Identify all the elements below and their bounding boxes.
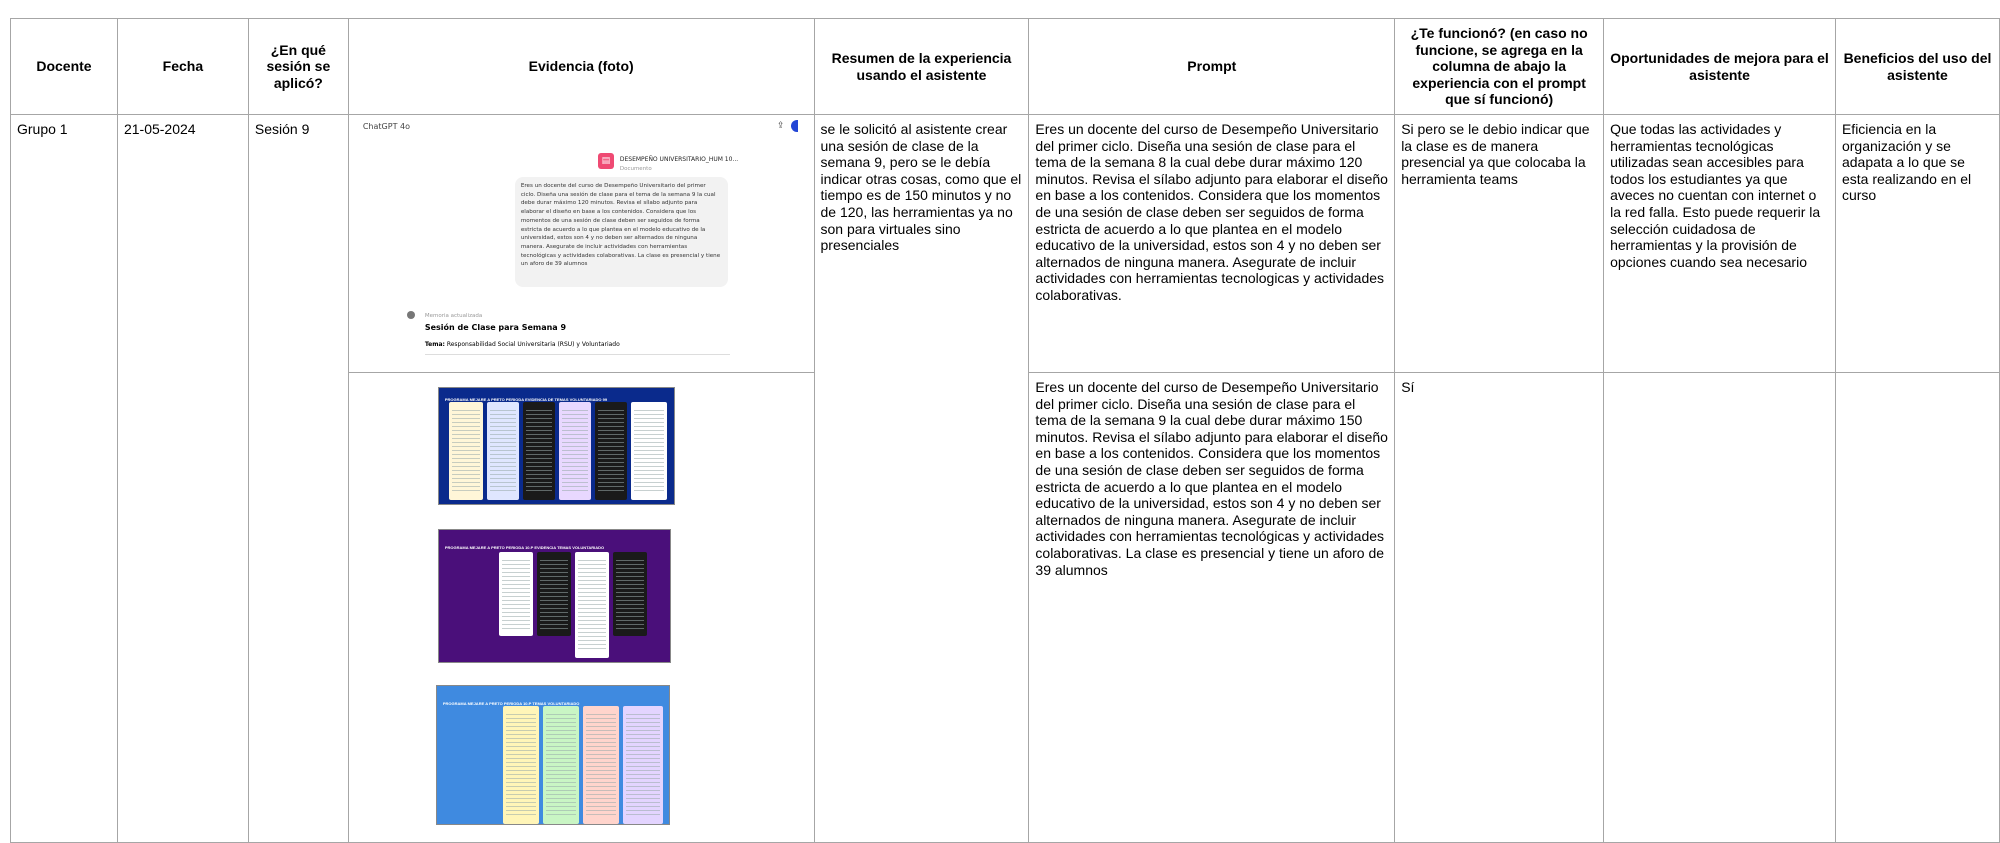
user-message: Eres un docente del curso de Desempeño Universitario del primer ciclo. Diseña una sesión de clase para el tema de la semana 9 la cual debe durar máximo 120 minutos. Revisa el sílabo adjunto para elaborar el diseño en base a los contenidos. Considera que los momentos de una sesión de clase deben ser seguidos de forma estricta de acuerdo a lo que plantea en el modelo educativo de la universidad, estos son 4 y no deben ser alternados de ninguna manera. Asegurate de incluir actividades con herramientas tecnológicas y actividades colaborativas. La clase es presencial y tiene un aforo de 39 alumnos <box>515 177 728 287</box>
table-row <box>11 115 2000 373</box>
evidence-slide <box>438 387 675 505</box>
header-docente: Docente <box>11 19 118 115</box>
tema-value: Responsabilidad Social Universitaria (RSU) y Voluntariado <box>446 341 620 348</box>
slide-heading: PROGRAMA MEJARE A PRETO PERIODA EVIDENCIA DE TEMAS VOLUNTARIADO 99 <box>444 397 608 402</box>
evidence-slide <box>436 685 670 825</box>
evaluation-table <box>10 18 2000 843</box>
file-type: Documento <box>619 166 652 172</box>
divider <box>425 354 730 355</box>
cell-oportunidades[interactable] <box>1604 373 1836 843</box>
file-name: DESEMPEÑO UNIVERSITARIO_HUM 10... <box>619 156 739 163</box>
share-icon: ⇪ <box>777 118 798 135</box>
header-oportunidades: Oportunidades de mejora para el asistente <box>1604 19 1836 115</box>
header-resumen: Resumen de la experiencia usando el asistente <box>814 19 1029 115</box>
slide-heading: PROGRAMA MEJARE A PRETO PERIODA 10.P TEMAS VOLUNTARIADO <box>442 701 580 706</box>
cell-evidencia-chat[interactable] <box>348 115 814 373</box>
cell-fecha[interactable]: 21-05-2024 <box>117 115 248 843</box>
cell-prompt[interactable]: Eres un docente del curso de Desempeño Universitario del primer ciclo. Diseña una sesión de clase para el tema de la semana 9 la cual debe durar máximo 150 minutos. Revisa el sílabo adjunto para elaborar el diseño en base a los contenidos. Considera que los momentos de una sesión de clase deben ser seguidos de forma estricta de acuerdo a lo que plantea en el modelo educativo de la universidad, estos son 4 y no deben ser alternados de ninguna manera. Asegurate de incluir actividades con herramientas tecnológicas y actividades colaborativas. La clase es presencial y tiene un aforo de 39 alumnos <box>1029 373 1395 843</box>
cell-docente[interactable]: Grupo 1 <box>11 115 118 843</box>
avatar <box>791 120 798 132</box>
evidence-slide <box>438 529 671 663</box>
slide-heading: PROGRAMA MEJARE A PRETO PERIODA 10.P EVIDENCIA TEMAS VOLUNTARIADO <box>444 545 605 550</box>
cell-resumen[interactable]: se le solicitó al asistente crear una sesión de clase de la semana 9, pero se le debía indicar otras cosas, como que el tiempo es de 150 minutos y no de 120, las herramientas ya no son para virtuales sino presenciales <box>814 115 1029 843</box>
header-evidencia: Evidencia (foto) <box>348 19 814 115</box>
tema-line <box>425 337 620 354</box>
assistant-avatar-icon <box>407 311 415 319</box>
cell-sesion[interactable]: Sesión 9 <box>248 115 348 843</box>
cell-funciono[interactable]: Sí <box>1395 373 1604 843</box>
header-fecha: Fecha <box>117 19 248 115</box>
cell-evidencia-slides[interactable] <box>348 373 814 843</box>
model-label: ChatGPT 4o <box>362 122 410 131</box>
header-funciono: ¿Te funcionó? (en caso no funcione, se agrega en la columna de abajo la experiencia con el prompt que sí funcionó) <box>1395 19 1604 115</box>
cell-prompt[interactable]: Eres un docente del curso de Desempeño Universitario del primer ciclo. Diseña una sesión de clase para el tema de la semana 8 la cual debe durar máximo 120 minutos. Revisa el sílabo adjunto para elaborar el diseño en base a los contenidos. Considera que los momentos de una sesión de clase deben ser seguidos de forma estricta de acuerdo a lo que plantea en el modelo educativo de la universidad, estos son 4 y no deben ser alternados de ninguna manera. Asegurate de incluir actividades con herramientas tecnologicas y actividades colaborativas. <box>1029 115 1395 373</box>
session-title: Sesión de Clase para Semana 9 <box>424 323 567 332</box>
cell-oportunidades[interactable]: Que todas las actividades y herramientas tecnológicas utilizadas sean accesibles para todos los estudiantes ya que aveces no cuentan con internet o la red falla. Esto puede requerir la selección cuidadosa de herramientas y la provisión de opciones cuando sea necesario <box>1604 115 1836 373</box>
attached-file <box>598 151 739 172</box>
document-icon: ▤ <box>598 153 614 169</box>
tema-label: Tema: <box>424 341 445 348</box>
evidence-images <box>349 373 814 842</box>
header-prompt: Prompt <box>1029 19 1395 115</box>
header-sesion: ¿En qué sesión se aplicó? <box>248 19 348 115</box>
memory-note: Memoria actualizada <box>424 313 483 319</box>
cell-funciono[interactable]: Si pero se le debio indicar que la clase es de manera presencial ya que colocaba la herramienta teams <box>1395 115 1604 373</box>
cell-beneficios[interactable]: Eficiencia en la organización y se adapata a lo que se esta realizando en el curso <box>1835 115 1999 373</box>
chat-screenshot <box>349 115 814 372</box>
cell-beneficios[interactable] <box>1835 373 1999 843</box>
header-row <box>11 19 2000 115</box>
header-beneficios: Beneficios del uso del asistente <box>1835 19 1999 115</box>
